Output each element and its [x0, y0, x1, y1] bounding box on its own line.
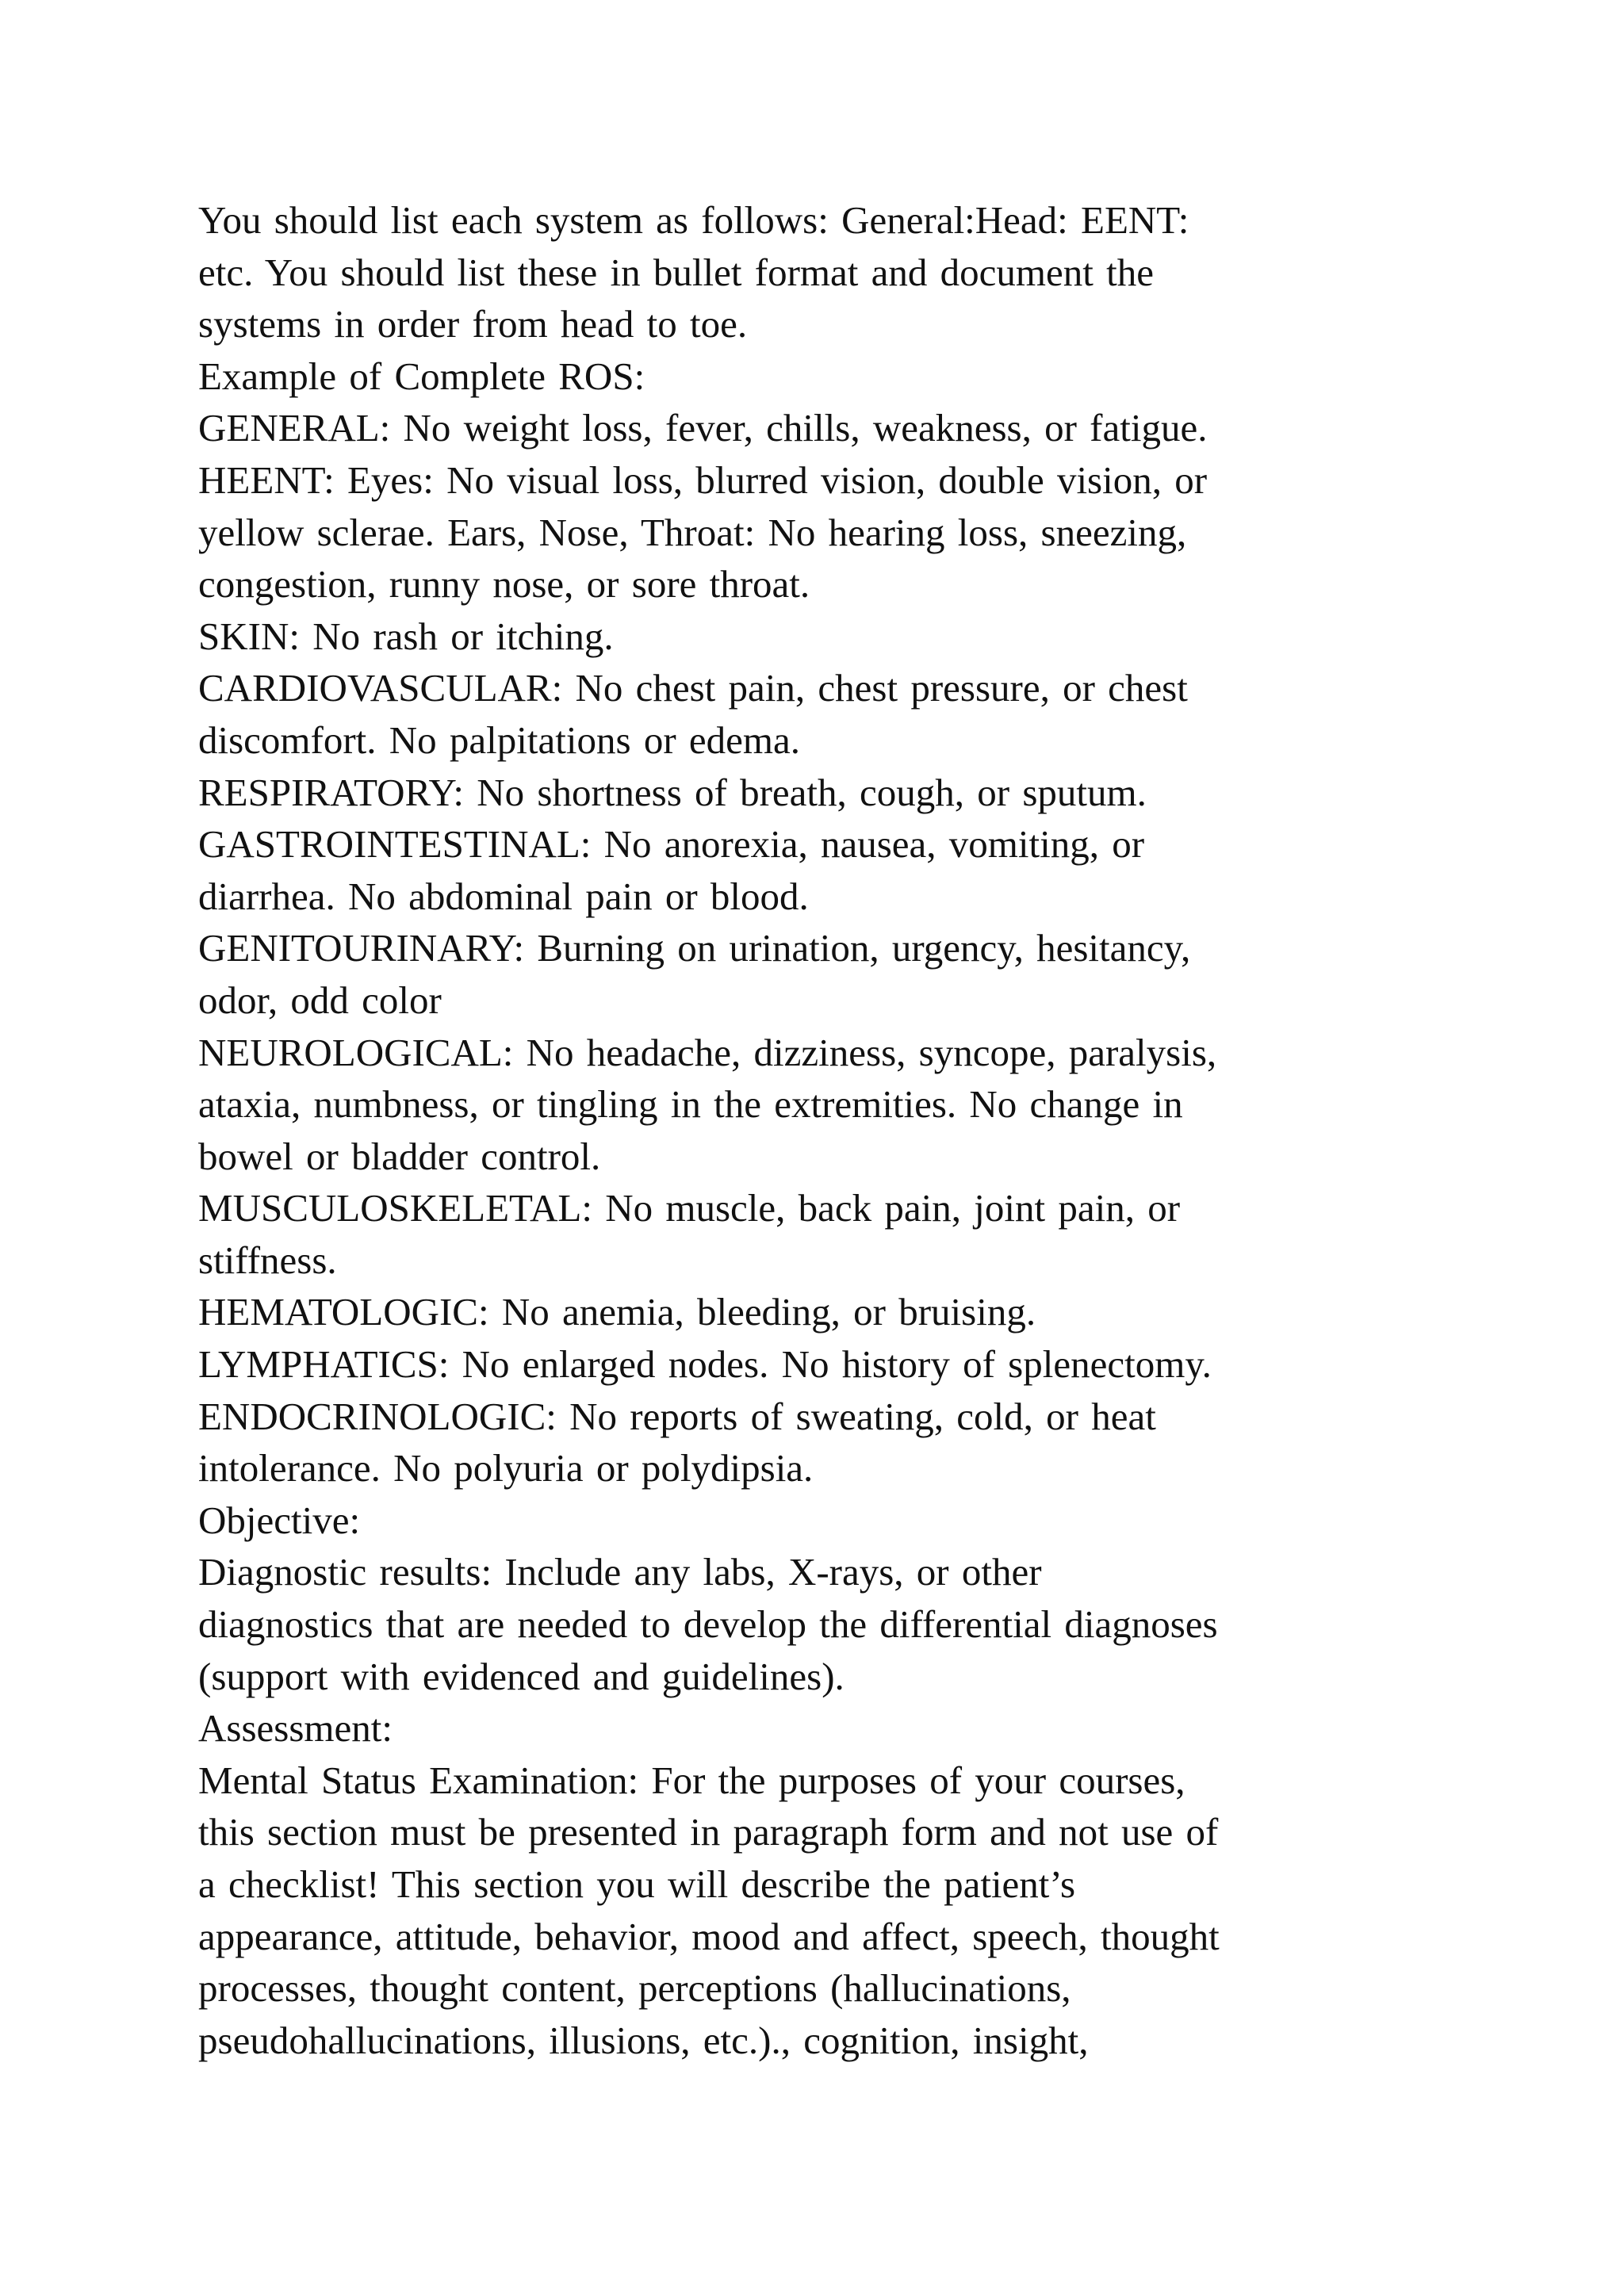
text-line: RESPIRATORY: No shortness of breath, cough, or sputum.	[198, 770, 1147, 814]
text-line: Mental Status Examination: For the purposes of your courses,	[198, 1758, 1185, 1802]
text-line: NEUROLOGICAL: No headache, dizziness, syncope, paralysis,	[198, 1030, 1217, 1074]
text-line: GASTROINTESTINAL: No anorexia, nausea, vomiting, or	[198, 822, 1145, 867]
text-line: SKIN: No rash or itching.	[198, 614, 614, 658]
text-line: Assessment:	[198, 1706, 393, 1751]
text-line: congestion, runny nose, or sore throat.	[198, 562, 810, 607]
text-line: GENITOURINARY: Burning on urination, urgency, hesitancy,	[198, 926, 1191, 970]
document-body	[198, 194, 1507, 2066]
text-line: Objective:	[198, 1498, 361, 1542]
text-line: HEMATOLOGIC: No anemia, bleeding, or bruising.	[198, 1290, 1036, 1334]
text-line: ENDOCRINOLOGIC: No reports of sweating, cold, or heat	[198, 1394, 1156, 1438]
text-line: yellow sclerae. Ears, Nose, Throat: No hearing loss, sneezing,	[198, 510, 1187, 554]
text-line: this section must be presented in paragraph form and not use of	[198, 1810, 1219, 1854]
text-line: systems in order from head to toe.	[198, 302, 748, 346]
text-line: You should list each system as follows: General:Head: EENT:	[198, 198, 1189, 242]
text-line: stiffness.	[198, 1238, 337, 1282]
text-line: odor, odd color	[198, 978, 442, 1022]
text-line: Example of Complete ROS:	[198, 354, 645, 398]
text-line: pseudohallucinations, illusions, etc.)., cognition, insight,	[198, 2018, 1089, 2062]
text-line: intolerance. No polyuria or polydipsia.	[198, 1446, 814, 1490]
text-line: CARDIOVASCULAR: No chest pain, chest pressure, or chest	[198, 666, 1188, 710]
text-line: LYMPHATICS: No enlarged nodes. No history of splenectomy.	[198, 1342, 1212, 1387]
text-line: ataxia, numbness, or tingling in the extremities. No change in	[198, 1082, 1183, 1127]
text-line: Diagnostic results: Include any labs, X-rays, or other	[198, 1550, 1042, 1594]
text-line: diarrhea. No abdominal pain or blood.	[198, 874, 809, 918]
text-line: etc. You should list these in bullet format and document the	[198, 250, 1154, 294]
text-line: appearance, attitude, behavior, mood and affect, speech, thought	[198, 1914, 1220, 1958]
text-line: HEENT: Eyes: No visual loss, blurred vision, double vision, or	[198, 457, 1208, 502]
text-line: processes, thought content, perceptions (hallucinations,	[198, 1966, 1071, 2011]
text-line: a checklist! This section you will describe the patient’s	[198, 1862, 1076, 1906]
text-line: diagnostics that are needed to develop the differential diagnoses	[198, 1602, 1218, 1647]
text-line: (support with evidenced and guidelines).	[198, 1654, 845, 1698]
text-line: MUSCULOSKELETAL: No muscle, back pain, joint pain, or	[198, 1186, 1181, 1230]
text-line: GENERAL: No weight loss, fever, chills, weakness, or fatigue.	[198, 406, 1208, 450]
text-line: discomfort. No palpitations or edema.	[198, 718, 800, 762]
text-line: bowel or bladder control.	[198, 1134, 601, 1178]
